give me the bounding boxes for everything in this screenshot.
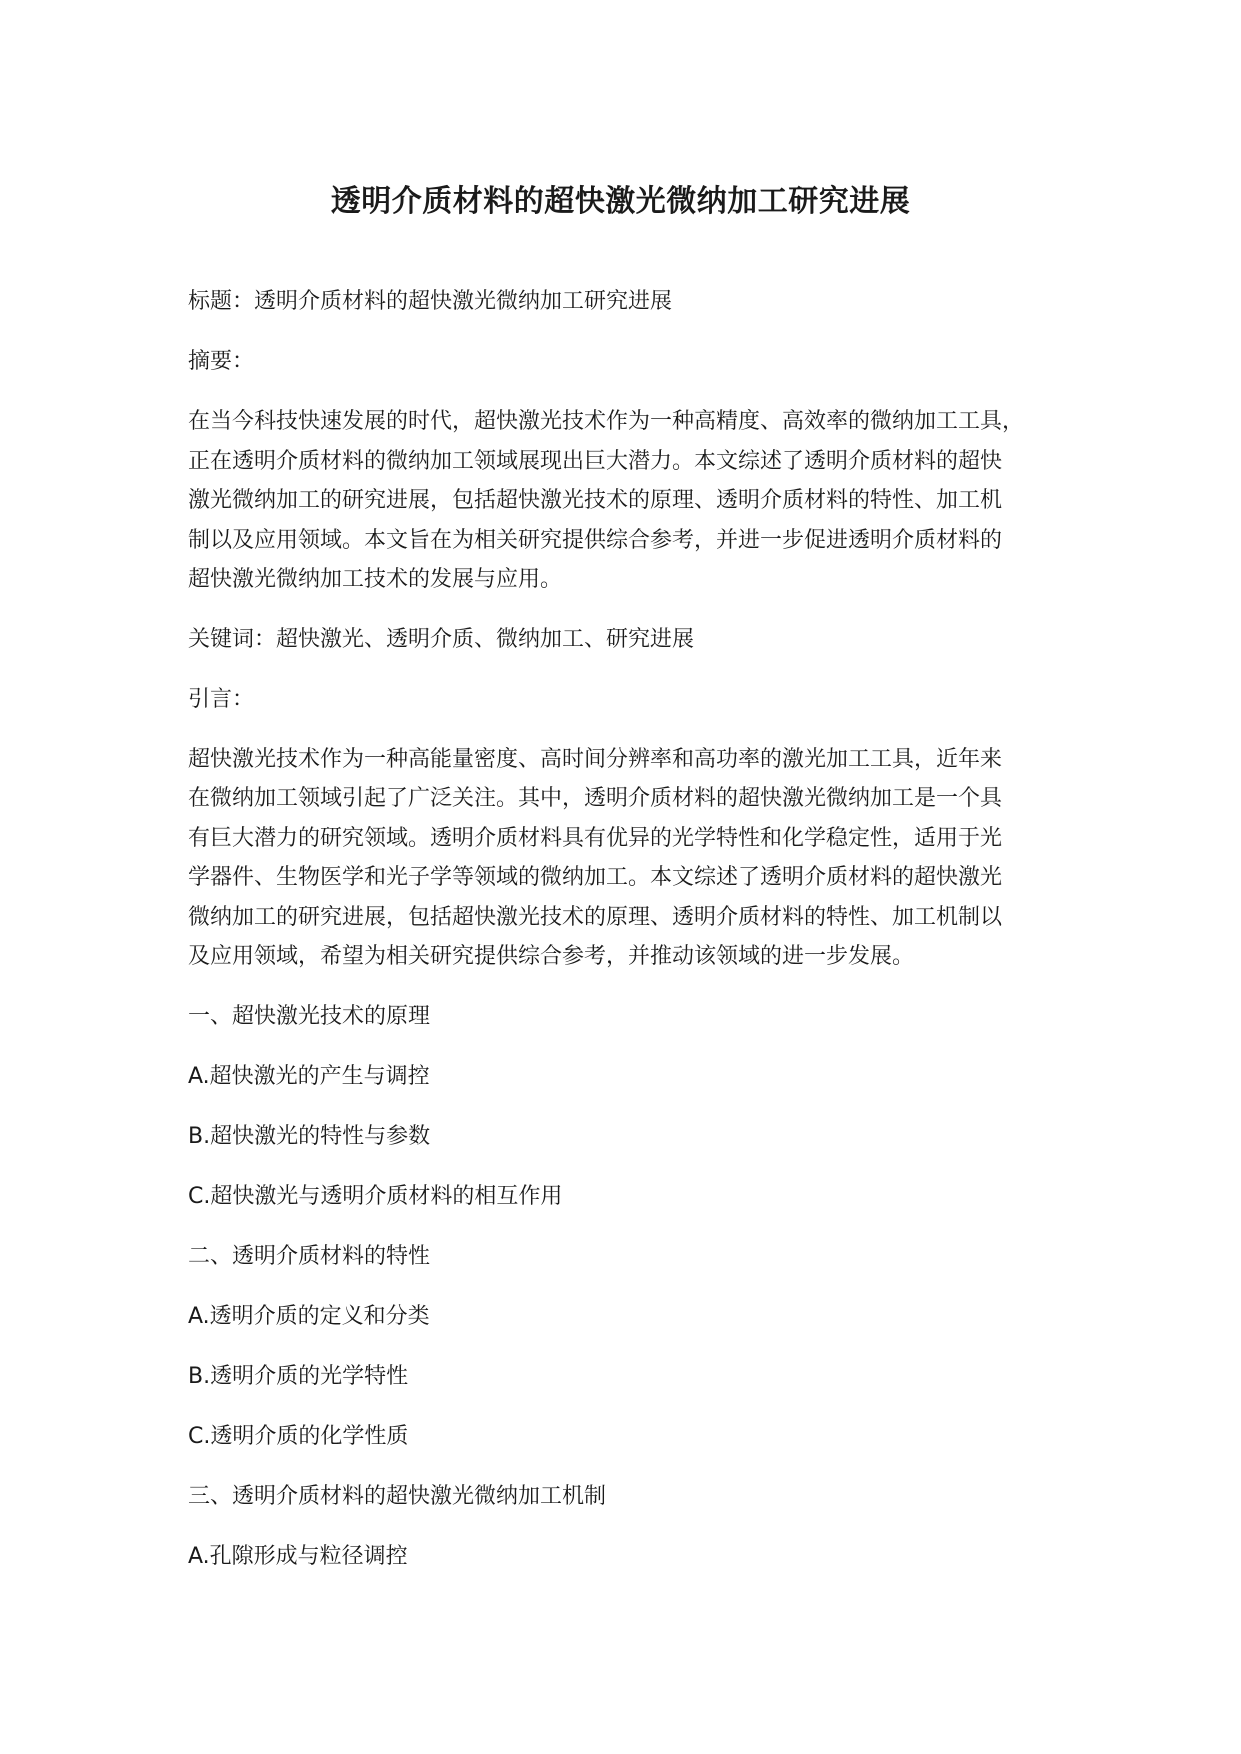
heading-line: 标题：透明介质材料的超快激光微纳加工研究进展	[188, 289, 673, 314]
subsection-heading: A.超快激光的产生与调控	[188, 1063, 430, 1089]
intro-paragraph	[188, 740, 1068, 977]
subsection-heading: B.超快激光的特性与参数	[188, 1123, 431, 1149]
intro-line: 有巨大潜力的研究领域。透明介质材料具有优异的光学特性和化学稳定性，适用于光	[188, 825, 1003, 851]
section-heading: 三、透明介质材料的超快激光微纳加工机制	[188, 1483, 607, 1509]
subsection-heading: C.透明介质的化学性质	[188, 1423, 409, 1449]
abstract-line: 超快激光微纳加工技术的发展与应用。	[188, 567, 563, 592]
intro-line: 在微纳加工领域引起了广泛关注。其中，透明介质材料的超快激光微纳加工是一个具	[188, 786, 1003, 811]
abstract-paragraph	[188, 402, 1068, 600]
intro-line: 学器件、生物医学和光子学等领域的微纳加工。本文综述了透明介质材料的超快激光	[188, 865, 1003, 890]
subsection-heading: B.透明介质的光学特性	[188, 1363, 409, 1389]
abstract-label: 摘要：	[188, 349, 255, 374]
subsection-heading: A.透明介质的定义和分类	[188, 1303, 430, 1329]
document-body	[188, 282, 1088, 1597]
section-heading: 二、透明介质材料的特性	[188, 1243, 431, 1269]
intro-line: 及应用领域，希望为相关研究提供综合参考，并推动该领域的进一步发展。	[188, 944, 915, 969]
intro-line: 超快激光技术作为一种高能量密度、高时间分辨率和高功率的激光加工工具，近年来	[188, 746, 1003, 772]
intro-label: 引言：	[188, 686, 255, 712]
section-heading: 一、超快激光技术的原理	[188, 1003, 431, 1029]
keywords-line: 关键词：超快激光、透明介质、微纳加工、研究进展	[188, 626, 695, 652]
subsection-heading: A.孔隙形成与粒径调控	[188, 1543, 408, 1569]
document-title: 透明介质材料的超快激光微纳加工研究进展	[330, 184, 911, 219]
abstract-line: 激光微纳加工的研究进展，包括超快激光技术的原理、透明介质材料的特性、加工机	[188, 488, 1003, 513]
abstract-line: 制以及应用领域。本文旨在为相关研究提供综合参考，并进一步促进透明介质材料的	[188, 527, 1003, 553]
subsection-heading: C.超快激光与透明介质材料的相互作用	[188, 1183, 563, 1209]
abstract-line: 在当今科技快速发展的时代，超快激光技术作为一种高精度、高效率的微纳加工工具，	[188, 409, 1025, 434]
intro-line: 微纳加工的研究进展，包括超快激光技术的原理、透明介质材料的特性、加工机制以	[188, 904, 1003, 930]
abstract-line: 正在透明介质材料的微纳加工领域展现出巨大潜力。本文综述了透明介质材料的超快	[188, 448, 1003, 474]
